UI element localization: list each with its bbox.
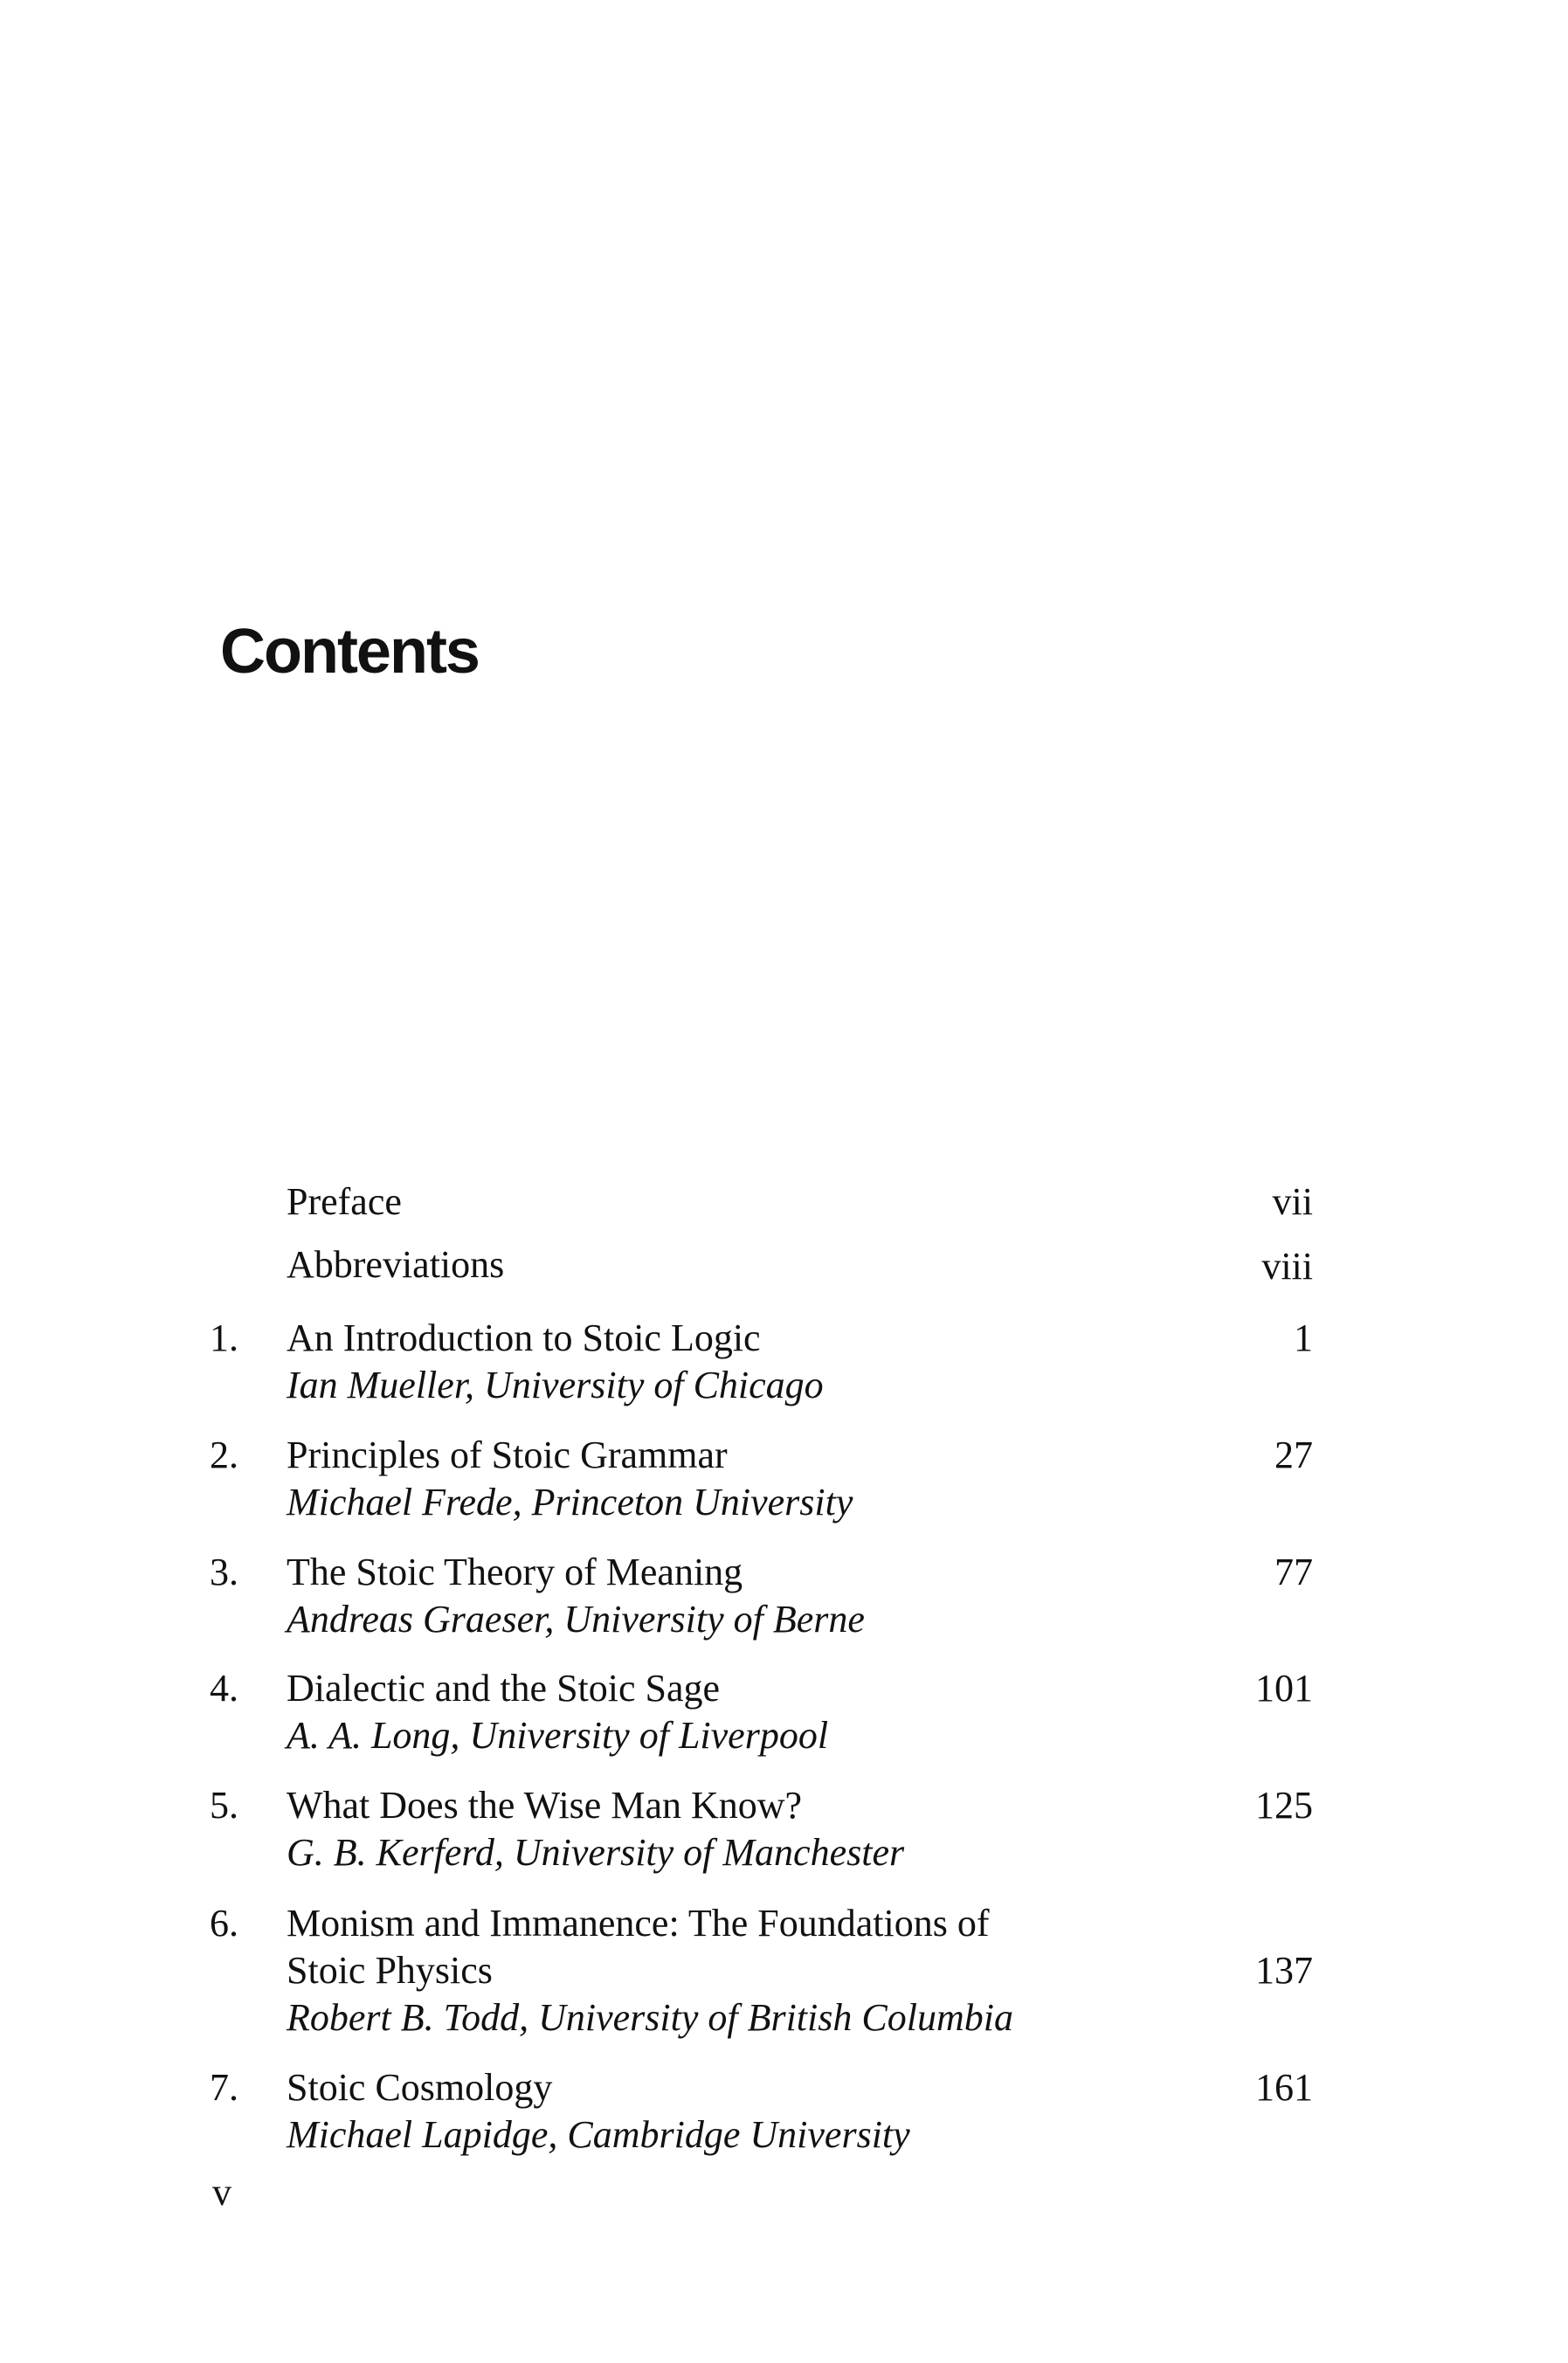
entry-number: 1. <box>210 1316 238 1359</box>
entry-page-number: 125 <box>1255 1784 1313 1827</box>
entry-title: Preface <box>287 1180 402 1223</box>
entry-number: 6. <box>210 1902 238 1945</box>
entry-title: The Stoic Theory of Meaning <box>287 1551 743 1593</box>
entry-page-number: viii <box>1261 1245 1313 1288</box>
entry-number: 7. <box>210 2066 238 2109</box>
entry-author: Andreas Graeser, University of Berne <box>287 1598 865 1641</box>
entry-author: A. A. Long, University of Liverpool <box>287 1714 829 1757</box>
entry-title-line-1: Monism and Immanence: The Foundations of <box>287 1902 990 1945</box>
entry-author: Michael Lapidge, Cambridge University <box>287 2113 910 2156</box>
entry-author: G. B. Kerferd, University of Manchester <box>287 1831 905 1874</box>
entry-page-number: vii <box>1272 1180 1313 1223</box>
entry-title: Dialectic and the Stoic Sage <box>287 1667 721 1710</box>
page-title: Contents <box>220 617 479 687</box>
entry-author: Robert B. Todd, University of British Columbia <box>287 1996 1013 2039</box>
entry-page-number: 137 <box>1255 1949 1313 1992</box>
entry-page-number: 101 <box>1255 1667 1313 1710</box>
entry-page-number: 77 <box>1274 1551 1313 1593</box>
entry-page-number: 27 <box>1274 1434 1313 1476</box>
entry-title: An Introduction to Stoic Logic <box>287 1316 761 1359</box>
entry-number: 2. <box>210 1434 238 1476</box>
entry-title-line-2: Stoic Physics <box>287 1949 493 1992</box>
entry-title: Abbreviations <box>287 1243 505 1286</box>
entry-number: 4. <box>210 1667 238 1710</box>
page-folio: v <box>212 2171 231 2214</box>
entry-number: 3. <box>210 1551 238 1593</box>
entry-title: What Does the Wise Man Know? <box>287 1784 803 1827</box>
entry-title: Principles of Stoic Grammar <box>287 1434 728 1476</box>
entry-number: 5. <box>210 1784 238 1827</box>
entry-author: Ian Mueller, University of Chicago <box>287 1364 824 1406</box>
entry-author: Michael Frede, Princeton University <box>287 1481 853 1524</box>
entry-page-number: 161 <box>1255 2066 1313 2109</box>
entry-title: Stoic Cosmology <box>287 2066 553 2109</box>
entry-page-number: 1 <box>1294 1316 1313 1359</box>
